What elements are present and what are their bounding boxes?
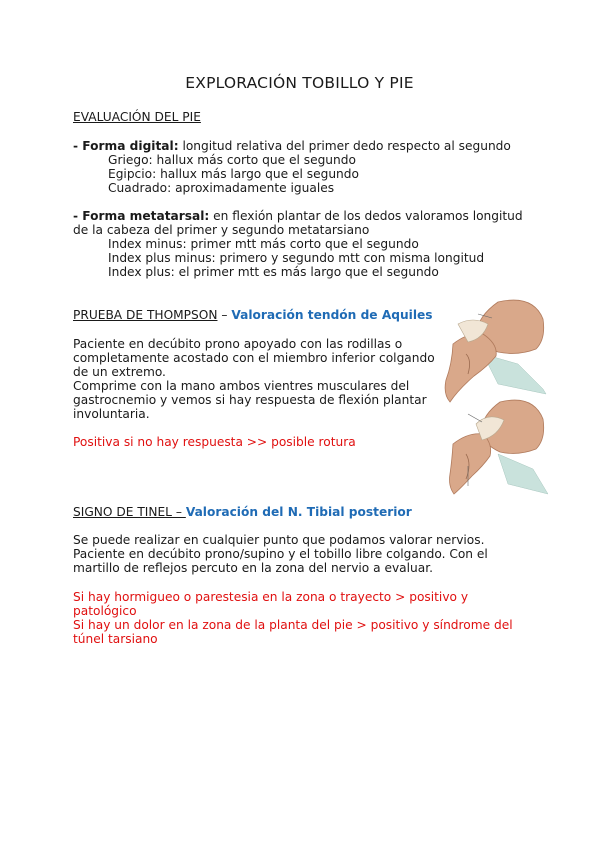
- thompson-subtitle: Valoración tendón de Aquiles: [231, 308, 433, 322]
- forma-digital-text: longitud relativa del primer dedo respecto al segundo: [178, 139, 511, 153]
- thompson-result: Positiva si no hay respuesta >> posible rotura: [73, 435, 356, 449]
- paragraph-line: Paciente en decúbito prono apoyado con las rodillas o: [73, 337, 403, 351]
- tinel-result: patológico: [73, 604, 137, 618]
- paragraph-line: Comprime con la mano ambos vientres musculares del: [73, 379, 410, 393]
- paragraph-line: gastrocnemio y vemos si hay respuesta de flexión plantar: [73, 393, 427, 407]
- list-item: Cuadrado: aproximadamente iguales: [108, 181, 335, 195]
- paragraph-line: de un extremo.: [73, 365, 166, 379]
- list-item: Index minus: primer mtt más corto que el segundo: [108, 237, 419, 251]
- tinel-subtitle: Valoración del N. Tibial posterior: [185, 505, 412, 519]
- tinel-result: Si hay hormigueo o parestesia en la zona o trayecto > positivo y: [73, 590, 469, 604]
- tinel-result: Si hay un dolor en la zona de la planta del pie > positivo y síndrome del: [73, 618, 513, 632]
- section-heading-tinel: SIGNO DE TINEL –: [73, 505, 186, 519]
- foot-top-drawing: [445, 300, 546, 402]
- paragraph-line: involuntaria.: [73, 407, 150, 421]
- tinel-heading-line: [73, 505, 412, 519]
- forma-metatarsal-label: - Forma metatarsal:: [73, 209, 210, 223]
- forma-metatarsal-text-2: de la cabeza del primer y segundo metatarsiano: [73, 223, 370, 237]
- ankle-illustration: [438, 294, 548, 499]
- forma-metatarsal-line: [73, 209, 523, 223]
- forma-digital-label: - Forma digital:: [73, 139, 179, 153]
- heading-dash: –: [217, 308, 232, 322]
- section-heading-evaluacion: EVALUACIÓN DEL PIE: [73, 110, 201, 124]
- paragraph-line: Paciente en decúbito prono/supino y el tobillo libre colgando. Con el: [73, 547, 488, 561]
- paragraph-line: completamente acostado con el miembro inferior colgando: [73, 351, 435, 365]
- paragraph-line: martillo de reflejos percuto en la zona del nervio a evaluar.: [73, 561, 433, 575]
- tinel-result: túnel tarsiano: [73, 632, 158, 646]
- forma-digital-line: [73, 139, 511, 153]
- list-item: Index plus minus: primero y segundo mtt con misma longitud: [108, 251, 485, 265]
- list-item: Egipcio: hallux más largo que el segundo: [108, 167, 359, 181]
- foot-bottom-drawing: [450, 400, 549, 494]
- list-item: Index plus: el primer mtt es más largo que el segundo: [108, 265, 439, 279]
- list-item: Griego: hallux más corto que el segundo: [108, 153, 356, 167]
- forma-metatarsal-text: en flexión plantar de los dedos valoramos longitud: [209, 209, 523, 223]
- thompson-heading-line: [73, 308, 433, 322]
- page-title: EXPLORACIÓN TOBILLO Y PIE: [185, 74, 414, 92]
- section-heading-thompson: PRUEBA DE THOMPSON: [73, 308, 218, 322]
- paragraph-line: Se puede realizar en cualquier punto que podamos valorar nervios.: [73, 533, 485, 547]
